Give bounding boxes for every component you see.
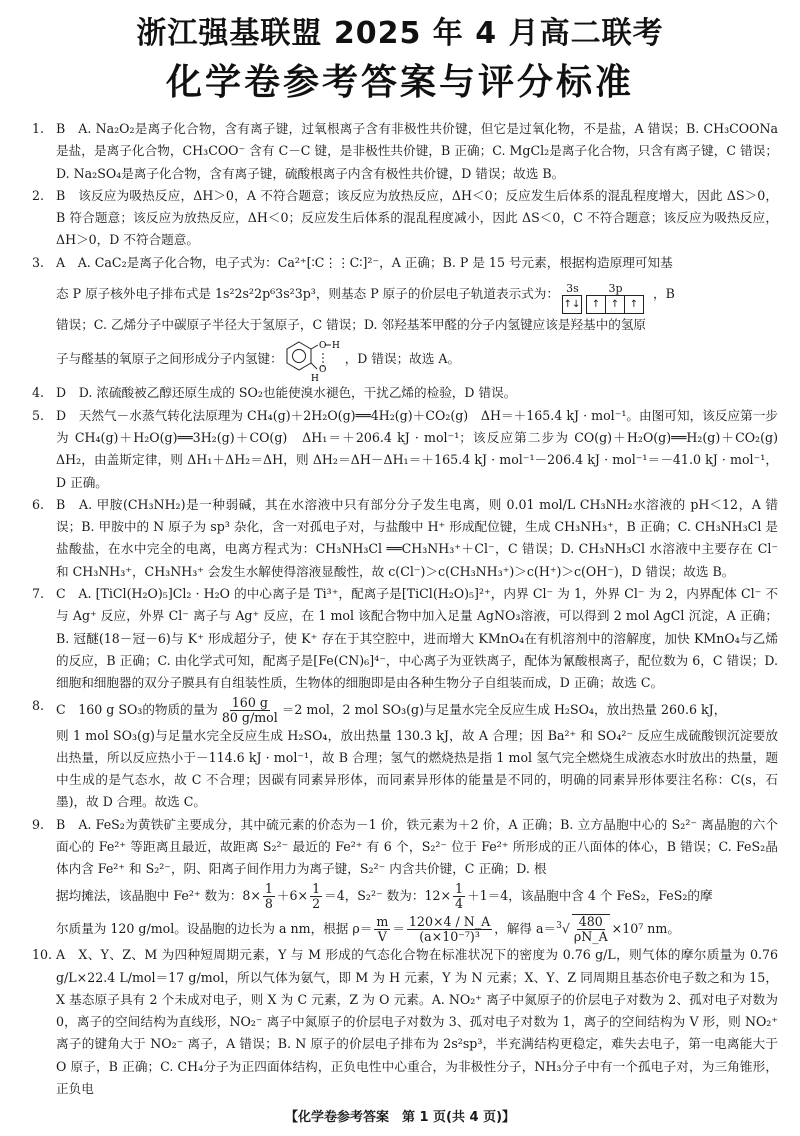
question-text: ＋6× xyxy=(276,887,309,903)
question-text: 尔质量为 120 g/mol。设晶胞的边长为 a nm，根据 ρ＝ xyxy=(56,920,373,936)
orbital-box: ↑ xyxy=(586,295,606,314)
question-text: A X、Y、Z、M 为四种短周期元素，Y 与 M 形成的气态化合物在标准状况下的密度为 0.76 g/L，则气体的摩尔质量为 0.76 g/L×22.4 L/mol＝17 g/mol，所以气体为氨气，即 M 为 H 元素，Y 为 N 元素；X、Y、Z 同周期且基态价电子数之和为 15，X 基态原子具有 2 个未成对电子，则 X 为 C 元素，Z 为 O 元素。A. NO₂⁺ 离子中氮原子的价层电子对数为 2、孤对电子对数为 0，离子的空间结构为直线形，NO₂⁻ 离子中氮原子的价层电子对数为 3、孤对电子对数为 1，离子的空间结构为 V 形，则 NO₂⁺ 离子的键角大于 NO₂⁻ 离子，A 错误；B. N 原子的价层电子排布为 2s²sp³，半充满结构更稳定，难失去电子，第一电离能大于 O 原子，B 正确；C. CH₄分子为正四面体结构，正负电性中心重合，为非极性分子，NH₃分子中有一个孤电子对，为三角锥形，正负电 xyxy=(56,947,778,1097)
fraction xyxy=(374,915,390,944)
question-text: ＋1＝4，该晶胞中含 4 个 FeS₂，FeS₂的摩 xyxy=(467,887,713,903)
orbital-label: 3s xyxy=(566,282,579,296)
question-number: 4. xyxy=(32,385,45,401)
orbital-diagram xyxy=(563,274,649,314)
fraction-numerator: 1 xyxy=(312,880,321,896)
orbital-3s xyxy=(563,282,582,314)
fraction-denominator: 2 xyxy=(312,895,321,911)
question-text: ＝ xyxy=(392,920,405,936)
question-text: D D. 浓硫酸被乙醇还原生成的 SO₂也能使溴水褪色，干扰乙烯的检验，D 错误。 xyxy=(56,385,517,401)
question-text: 错误；C. 乙烯分子中碳原子半径大于氢原子，C 错误；D. 邻羟基苯甲醛的分子内氢键应该是羟基中的氢原 xyxy=(56,317,647,333)
question-text: 则 1 mol SO₃(g)与足量水完全反应生成 H₂SO₄，放出热量 130.3 kJ，故 A 合理；因 Ba²⁺ 和 SO₄²⁻ 反应生成硫酸钡沉淀要放出热量，所以反应热小于－114.6 kJ · mol⁻¹，故 B 合理；氢气的燃烧热是指 1 mol 氢气完全燃烧生成液态水时放出的热量，题中生成的是气态水，故 C 不合理；因碳有同素异形体，而同素异形体的能量是不同的，明确的同素异形体要注名称：C(s，石墨)，故 D 合理。故选 C。 xyxy=(56,727,778,810)
fraction xyxy=(453,882,465,911)
question-text: ，解得 a＝ xyxy=(494,920,557,936)
question-text: 据均摊法，该晶胞中 Fe²⁺ 数为：8× xyxy=(56,887,261,903)
question-4 xyxy=(32,382,778,404)
fraction xyxy=(263,882,275,911)
oxygen-label: O xyxy=(318,341,327,352)
orbital-box: ↑ xyxy=(605,295,625,314)
question-number: 3. xyxy=(32,254,45,270)
orbital-box: ↑↓ xyxy=(562,295,582,314)
hydrogen-label: H xyxy=(331,341,340,352)
fraction xyxy=(220,696,280,725)
question-text: ＝2 mol，2 mol SO₃(g)与足量水完全反应生成 H₂SO₄，放出热量 260.6 kJ， xyxy=(281,701,727,717)
orbital-box: ↑ xyxy=(624,295,644,314)
question-text: C A. [TiCl(H₂O)₅]Cl₂ · H₂O 的中心离子是 Ti³⁺，配离子是[TiCl(H₂O)₅]²⁺，内界 Cl⁻ 为 1，外界 Cl⁻ 为 2，内界配体 Cl⁻ 不与 Ag⁺ 反应，外界 Cl⁻ 离子与 Ag⁺ 反应，在 1 mol 该配合物中加入足量 AgNO₃溶液，可以得到 2 mol AgCl 沉淀，A 正确；B. 冠醚(18－冠－6)与 K⁺ 形成超分子，使 K⁺ 存在于其空腔中，进而增大 KMnO₄在有机溶剂中的溶解度，加快 KMnO₄与乙烯的反应，B 正确；C. 由化学式可知，配离子是[Fe(CN)₆]⁴⁻，中心离子为亚铁离子，配体为氰酸根离子，配位数为 6，C 错误；D. 细胞和细胞器的双分子膜具有自组装性质，生物体的细胞即是由各种生物分子自组装而成，D 正确；故选 C。 xyxy=(56,586,778,691)
hydrogen-label: H xyxy=(310,374,319,383)
question-text: ×10⁷ nm。 xyxy=(611,920,680,936)
question-text: B A. Na₂O₂是离子化合物，含有离子键，过氧根离子含有非极性共价键，但它是过氧化物，不是盐，A 错误；B. CH₃COONa 是盐，是离子化合物，CH₃COO⁻ 含有 C－C 键，是非极性共价键，B 正确；C. MgCl₂是离子化合物，只含有离子键，C 错误；D. Na₂SO₄是离子化合物，含有离子键，硫酸根离子内含有极性共价键，D 错误；故选 B。 xyxy=(56,121,778,181)
question-1 xyxy=(32,118,778,185)
fraction-numerator: 160 g xyxy=(231,694,268,710)
root-index: 3 xyxy=(556,920,562,931)
fraction-numerator: 480 xyxy=(578,914,603,930)
question-text xyxy=(56,911,778,945)
question-number: 5. xyxy=(32,407,45,423)
fraction-denominator: V xyxy=(377,928,387,944)
question-10 xyxy=(32,944,778,1100)
question-text xyxy=(56,695,778,725)
question-text: 子与醛基的氧原子之间形成分子内氢键： xyxy=(56,351,283,367)
question-text: ＝4，S₂²⁻ 数为：12× xyxy=(324,887,452,903)
molecule-line xyxy=(56,336,778,382)
question-text: B A. 甲胺(CH₃NH₂)是一种弱碱，其在水溶液中只有部分分子发生电离，则 0.01 mol/L CH₃NH₂水溶液的 pH＜12，A 错误；B. 甲胺中的 N 原子为 sp³ 杂化，含一对孤电子对，与盐酸中 H⁺ 形成配位键，生成 CH₃NH₃⁺，B 正确；C. CH₃NH₃Cl 是盐酸盐，在水中完全的电离，电离方程式为：CH₃NH₃Cl ══CH₃NH₃⁺＋Cl⁻，C 错误；D. CH₃NH₃Cl 水溶液中主要存在 Cl⁻ 和 CH₃NH₃⁺，CH₃NH₃⁺ 会发生水解使得溶液显酸性，故 c(Cl⁻)＞c(CH₃NH₃⁺)＞c(H⁺)＞c(OH⁻)，D 错误；故选 B。 xyxy=(56,496,778,579)
answer-content xyxy=(32,118,791,1100)
orbital-line xyxy=(56,274,778,314)
question-7 xyxy=(32,583,778,694)
question-number: 2. xyxy=(32,187,45,203)
question-3 xyxy=(32,252,778,383)
question-9 xyxy=(32,814,778,945)
question-text: B 该反应为吸热反应，ΔH＞0，A 不符合题意；该反应为放热反应，ΔH＜0；反应发生后体系的混乱程度增大，因此 ΔS＞0，B 符合题意；该反应为放热反应，ΔH＜0；反应发生后体系的混乱程度减小，因此 ΔS＜0，C 不符合题意；该反应为吸热反应，ΔH＞0，D 不符合题意。 xyxy=(56,187,778,248)
oxygen-label: O xyxy=(318,365,327,376)
fraction-denominator: 8 xyxy=(264,895,273,911)
question-5 xyxy=(32,405,791,494)
fraction xyxy=(407,915,492,944)
question-text xyxy=(56,881,778,911)
question-text: A A. CaC₂是离子化合物，电子式为：Ca²⁺[∶C⋮⋮C∶]²⁻，A 正确；B. P 是 15 号元素，根据构造原理可知基 xyxy=(56,254,673,270)
fraction-numerator: 120×4 / N_A xyxy=(408,913,491,929)
question-number: 10. xyxy=(32,947,53,963)
orbital-3p xyxy=(587,282,644,314)
exam-title: 浙江强基联盟 2025 年 4 月高二联考 xyxy=(136,16,664,51)
question-text: C 160 g SO₃的物质的量为 xyxy=(56,701,218,717)
question-text: B A. FeS₂为黄铁矿主要成分，其中硫元素的价态为－1 价，铁元素为＋2 价，A 正确；B. 立方晶胞中心的 S₂²⁻ 离晶胞的六个面心的 Fe²⁺ 等距离且最近，故距离 S₂²⁻ 最近的 Fe²⁺ 有 6 个，S₂²⁻ 位于 Fe²⁺ 所形成的正八面体的体心，B 错误；C. FeS₂晶体内含 Fe²⁺ 和 S₂²⁻，阴、阳离子间作用力为离子键，S₂²⁻ 内含共价键，C 正确；D. 根 xyxy=(56,816,778,877)
question-number: 9. xyxy=(32,816,45,832)
question-number: 6. xyxy=(32,496,45,512)
fraction xyxy=(572,914,610,944)
answer-key-title: 化学卷参考答案与评分标准 xyxy=(165,62,634,103)
fraction xyxy=(310,882,322,911)
question-8 xyxy=(32,695,778,814)
question-text: ，B xyxy=(653,285,675,301)
fraction-numerator: m xyxy=(376,913,389,929)
hydrogen-bond-structure-icon xyxy=(285,336,343,382)
question-text: ，D 错误；故选 A。 xyxy=(344,351,461,367)
question-6 xyxy=(32,494,778,583)
question-number: 7. xyxy=(32,586,45,602)
fraction-denominator: 80 g/mol xyxy=(221,709,278,725)
question-text: 态 P 原子核外电子排布式是 1s²2s²2p⁶3s²3p³，则基态 P 原子的价层电子轨道表示式为： xyxy=(56,285,559,301)
question-number: 8. xyxy=(32,697,45,713)
orbital-label: 3p xyxy=(608,282,623,296)
fraction-numerator: 1 xyxy=(264,880,273,896)
fraction-denominator: ρN_A xyxy=(573,929,608,945)
page-footer: 【化学卷参考答案 第 1 页(共 4 页)】 xyxy=(284,1110,516,1125)
question-text: D 天然气－水蒸气转化法原理为 CH₄(g)＋2H₂O(g)══4H₂(g)＋CO₂(g) ΔH＝＋165.4 kJ · mol⁻¹。由图可知，该反应第一步为 CH₄(g)＋H₂O(g)══3H₂(g)＋CO(g) ΔH₁＝＋206.4 kJ · mol⁻¹；该反应第二步为 CO(g)＋H₂O(g)══H₂(g)＋CO₂(g) ΔH₂，由盖斯定律，则 ΔH₁＋ΔH₂＝ΔH，则 ΔH₂＝ΔH－ΔH₁＝＋165.4 kJ · mol⁻¹－206.4 kJ · mol⁻¹＝－41.0 kJ · mol⁻¹，D 正确。 xyxy=(56,407,791,490)
question-number: 1. xyxy=(32,121,45,136)
radical-sign: √ xyxy=(561,920,570,936)
fraction-denominator: 4 xyxy=(455,895,464,911)
fraction-numerator: 1 xyxy=(455,880,464,896)
question-2 xyxy=(32,185,778,252)
fraction-denominator: (a×10⁻⁷)³ xyxy=(419,928,480,944)
